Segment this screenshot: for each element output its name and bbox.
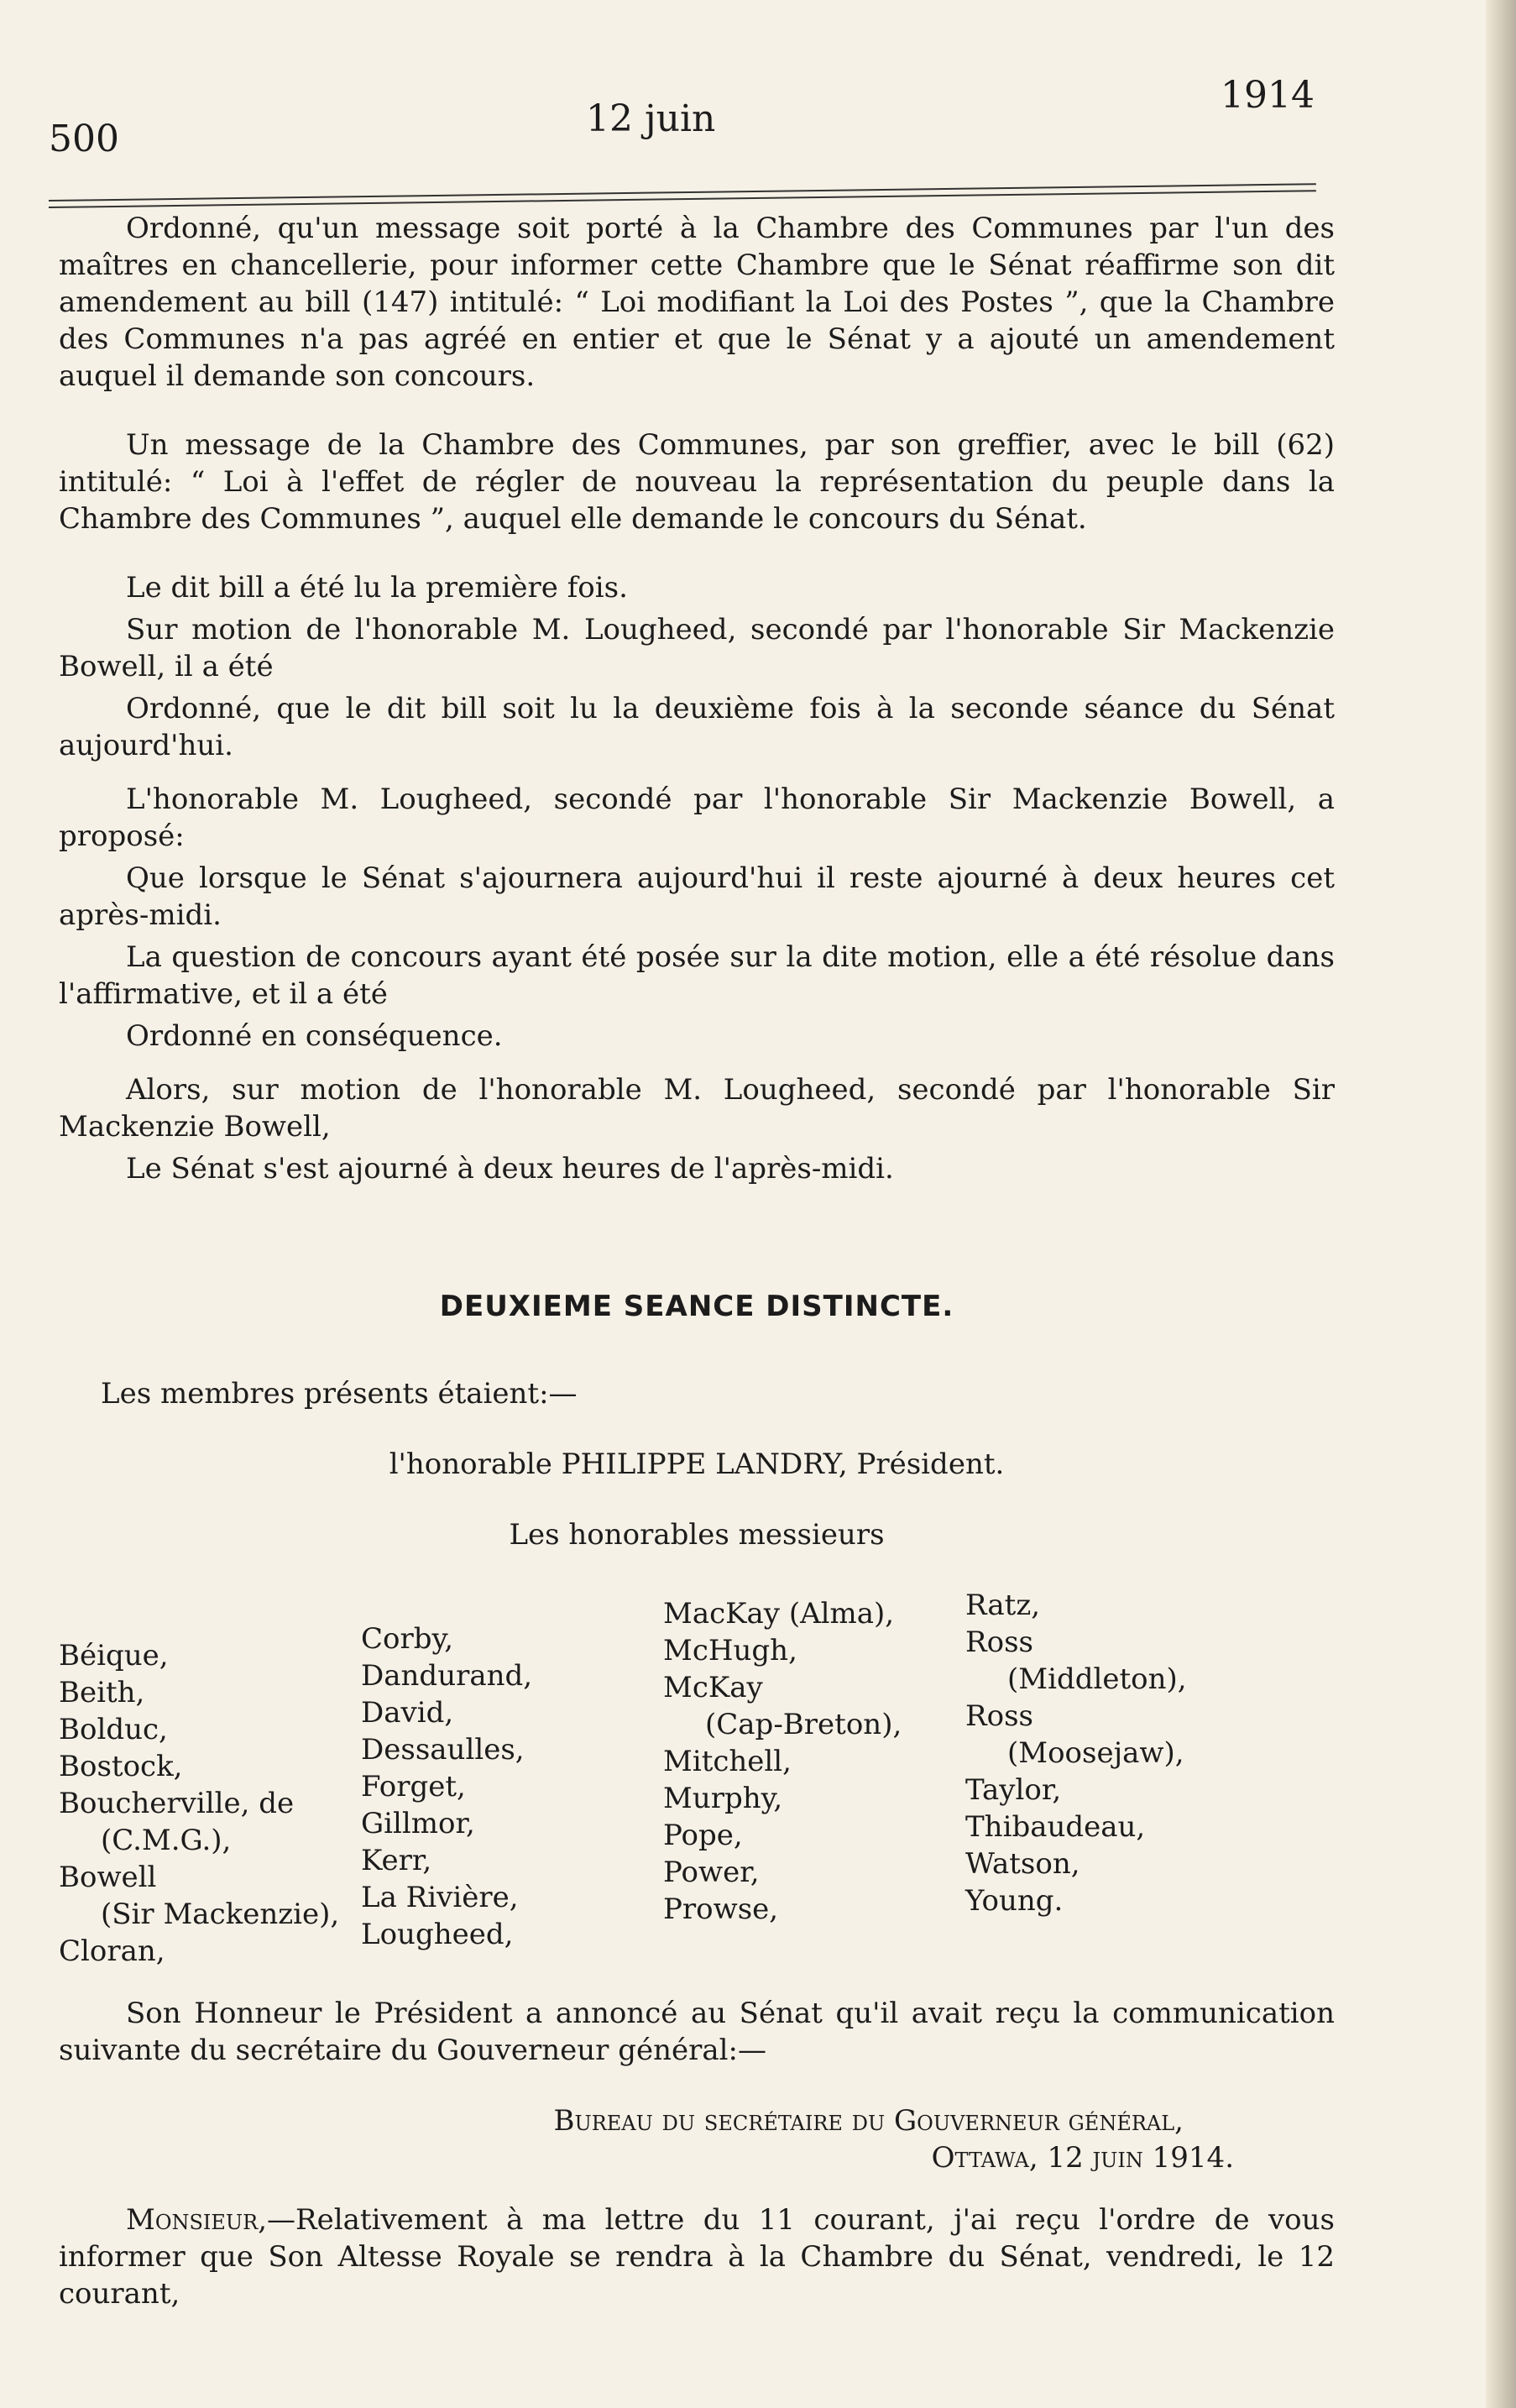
members-column-4 [965, 1570, 1268, 1970]
book-spine-shadow [1486, 0, 1516, 2408]
member-name: Prowse, [663, 1892, 779, 1926]
adjournment-motion-block [59, 781, 1335, 1055]
member-name: Ratz, [965, 1589, 1041, 1622]
member-name: Béique, [59, 1639, 169, 1673]
header-date: 12 juin [586, 97, 716, 140]
member-name: Lougheed, [361, 1918, 514, 1951]
members-column-1 [59, 1570, 361, 1970]
letterhead-place-date: Ottawa, 12 juin 1914. [931, 2141, 1234, 2175]
member-name: (C.M.G.), [101, 1824, 232, 1857]
member-name: Beith, [59, 1676, 145, 1709]
member-name: McKay [663, 1671, 763, 1704]
president-line [59, 1446, 1335, 1483]
member-name: David, [361, 1696, 454, 1730]
member-name: Ross [965, 1625, 1033, 1659]
letter-text: —Relativement à ma lettre du 11 courant, j'ai reçu l'ordre de vous informer que Son Altesse Royale se rendra à la Chambre du Sénat, vendredi, le 12 courant, [59, 2203, 1335, 2311]
member-name: Mitchell, [663, 1745, 792, 1778]
paragraph-ordered: Ordonné en conséquence. [126, 1019, 503, 1053]
member-name: Taylor, [965, 1773, 1062, 1807]
member-name: Boucherville, de [59, 1787, 295, 1820]
member-name: Dandurand, [361, 1659, 533, 1693]
letterhead-office: Bureau du secrétaire du Gouverneur général, [553, 2104, 1184, 2138]
page-number: 500 [49, 118, 119, 160]
president-prefix: l'honorable [389, 1447, 552, 1481]
member-name: La Rivière, [361, 1881, 519, 1914]
member-name: (Middleton), [1007, 1662, 1187, 1696]
president-name: PHILIPPE LANDRY, [561, 1447, 848, 1481]
closing-block [59, 1071, 1335, 1187]
bill-reading-block [59, 569, 1335, 764]
header-year: 1914 [1221, 74, 1315, 117]
paragraph-first-reading: Le dit bill a été lu la première fois. [126, 571, 628, 605]
member-name: Ross [965, 1699, 1033, 1733]
members-list [59, 1570, 1268, 1970]
member-name: Watson, [965, 1847, 1080, 1881]
member-name: Bolduc, [59, 1713, 168, 1746]
paragraph-motion: Sur motion de l'honorable M. Lougheed, secondé par l'honorable Sir Mackenzie Bowell, il a été [59, 613, 1335, 683]
member-name: Thibaudeau, [965, 1810, 1146, 1844]
page-header [49, 74, 1315, 160]
paragraph-commons-message: Un message de la Chambre des Communes, par son greffier, avec le bill (62) intitulé: “ Loi à l'effet de régler de nouveau la représentation du peuple dans la Chambre des Communes ”, auquel elle demande le concours du Sénat. [59, 428, 1335, 536]
paragraph-senate-adjourned: Le Sénat s'est ajourné à deux heures de l'après-midi. [126, 1152, 894, 1186]
paragraph-question-resolved: La question de concours ayant été posée sur la dite motion, elle a été résolue dans l'affirmative, et il a été [59, 940, 1335, 1011]
paragraph-order-message: Ordonné, qu'un message soit porté à la Chambre des Communes par l'un des maîtres en chancellerie, pour informer cette Chambre que le Sénat réaffirme son dit amendement au bill (147) intitulé: “ Loi modifiant la Loi des Postes ”, que la Chambre des Communes n'a pas agréé en entier et que le Sénat y a ajouté un amendement auquel il demande son concours. [59, 212, 1335, 393]
document-body [59, 210, 1335, 2344]
member-name: (Moosejaw), [1007, 1736, 1184, 1770]
paragraph-second-reading-order: Ordonné, que le dit bill soit lu la deuxième fois à la seconde séance du Sénat aujourd'hui. [59, 692, 1335, 762]
member-name: Cloran, [59, 1934, 165, 1968]
member-name: McHugh, [663, 1634, 797, 1667]
letter-salutation: Monsieur, [126, 2203, 268, 2237]
president-title: Président. [856, 1447, 1005, 1481]
member-name: Pope, [663, 1819, 743, 1852]
members-column-3 [663, 1570, 965, 1970]
member-name: (Sir Mackenzie), [101, 1898, 340, 1931]
member-name: Kerr, [361, 1844, 432, 1877]
member-name: Power, [663, 1856, 760, 1889]
member-name: Bostock, [59, 1750, 183, 1783]
honourable-members-heading: Les honorables messieurs [509, 1518, 885, 1552]
member-name: Bowell [59, 1861, 157, 1894]
paragraph-final-motion: Alors, sur motion de l'honorable M. Lougheed, secondé par l'honorable Sir Mackenzie Bowell, [59, 1073, 1335, 1144]
members-present-intro: Les membres présents étaient:— [101, 1377, 578, 1411]
member-name: Dessaulles, [361, 1733, 525, 1767]
member-name: Gillmor, [361, 1807, 475, 1840]
member-name: Corby, [361, 1622, 454, 1656]
letter-body [59, 2201, 1335, 2312]
paragraph-adjourn-until: Que lorsque le Sénat s'ajournera aujourd'hui il reste ajourné à deux heures cet après-midi. [59, 861, 1335, 932]
members-column-2 [361, 1570, 663, 1970]
letterhead [59, 2102, 1335, 2176]
member-name: Murphy, [663, 1782, 783, 1815]
member-name: Young. [965, 1884, 1064, 1918]
section-title: DEUXIEME SEANCE DISTINCTE. [439, 1290, 954, 1323]
paragraph-proposal: L'honorable M. Lougheed, secondé par l'honorable Sir Mackenzie Bowell, a proposé: [59, 783, 1335, 853]
member-name: Forget, [361, 1770, 466, 1803]
communication-intro: Son Honneur le Président a annoncé au Sénat qu'il avait reçu la communication suivante du secrétaire du Gouverneur général:— [59, 1997, 1335, 2067]
member-name: (Cap-Breton), [705, 1708, 902, 1741]
member-name: MacKay (Alma), [663, 1597, 895, 1631]
